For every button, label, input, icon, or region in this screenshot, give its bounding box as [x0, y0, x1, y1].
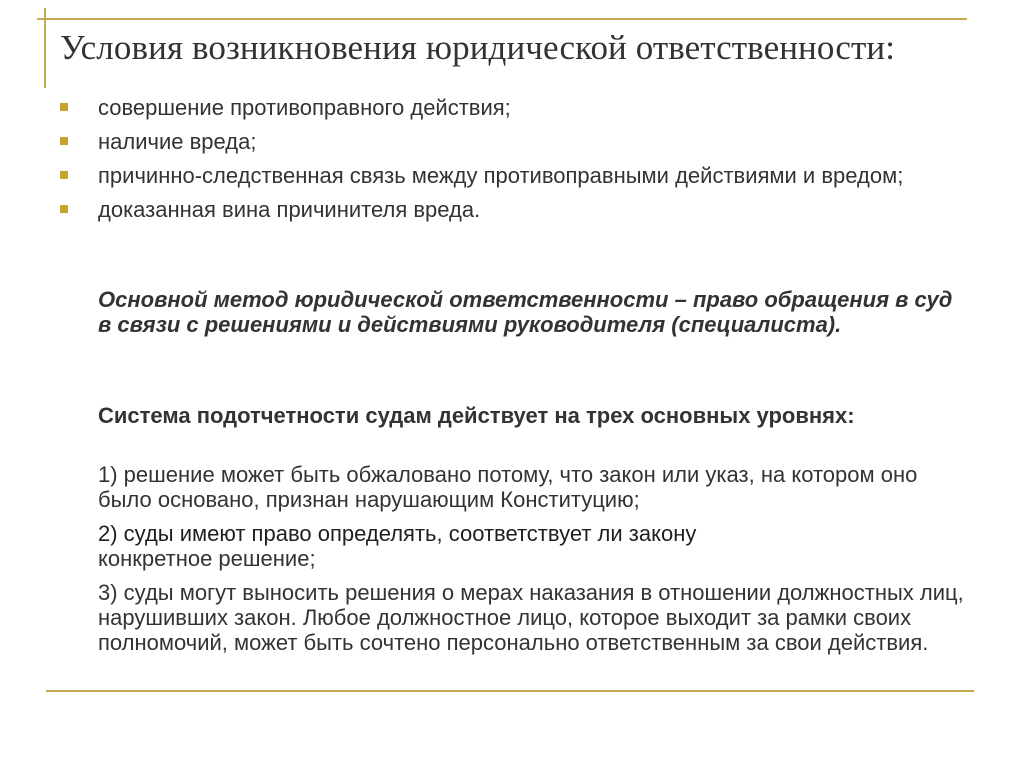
frame-line-bottom: [46, 690, 974, 692]
slide-title: Условия возникновения юридической ответственности:: [60, 28, 896, 67]
list-item: [60, 163, 970, 188]
frame-line-top: [37, 18, 967, 20]
method-paragraph: Основной метод юридической ответственности – право обращения в суд в связи с решениями и действиями руководителя (специалиста).: [98, 287, 953, 337]
square-bullet-icon: [60, 205, 68, 213]
list-item: [60, 197, 970, 222]
list-item-text: совершение противоправного действия;: [98, 95, 511, 120]
square-bullet-icon: [60, 103, 68, 111]
conditions-list: [60, 95, 970, 231]
list-item-text: наличие вреда;: [98, 129, 257, 154]
level-item-3: 3) суды могут выносить решения о мерах наказания в отношении должностных лиц, нарушивших закон. Любое должностное лицо, которое выходит за рамки своих полномочий, может быть сочтено персонально ответственным за свои действия.: [98, 580, 964, 655]
level-item-2-line-2: конкретное решение;: [98, 546, 316, 571]
list-item: [60, 129, 970, 154]
square-bullet-icon: [60, 171, 68, 179]
level-item-1: 1) решение может быть обжаловано потому, что закон или указ, на котором оно было основано, признан нарушающим Конституцию;: [98, 462, 918, 512]
frame-line-left: [44, 8, 46, 88]
level-item-2-line-1: 2) суды имеют право определять, соответствует ли закону: [98, 521, 697, 546]
level-item-2: [98, 521, 968, 571]
square-bullet-icon: [60, 137, 68, 145]
list-item-text: причинно-следственная связь между противоправными действиями и вредом;: [98, 163, 904, 188]
list-item-text: доказанная вина причинителя вреда.: [98, 197, 481, 222]
system-heading: Система подотчетности судам действует на трех основных уровнях:: [98, 403, 855, 428]
list-item: [60, 95, 970, 120]
